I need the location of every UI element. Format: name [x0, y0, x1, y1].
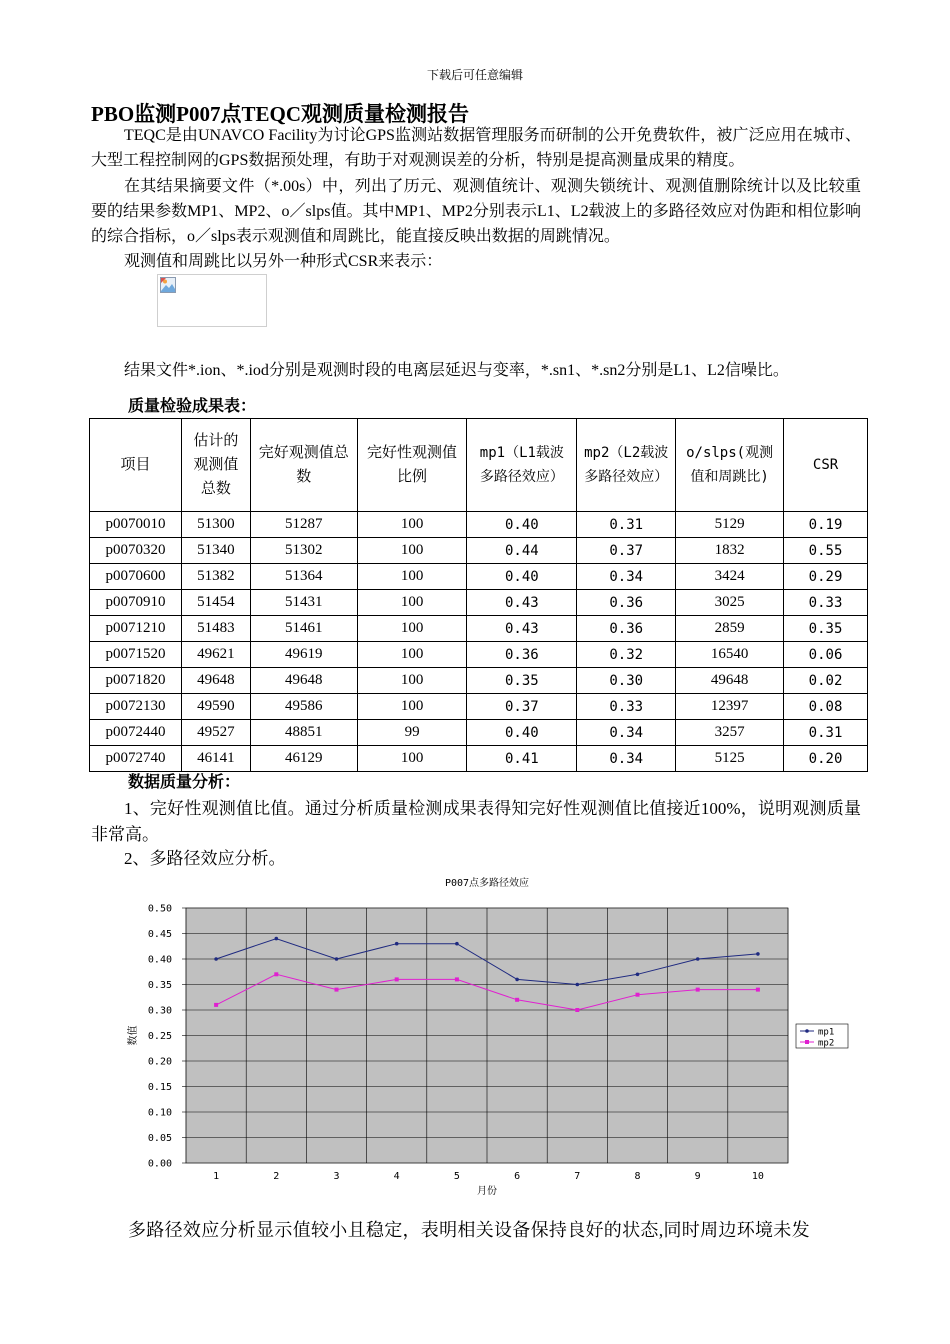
y-axis-label: 数值 [128, 1025, 139, 1046]
x-tick-label: 9 [694, 1171, 701, 1182]
table-cell: 5125 [676, 746, 784, 772]
table-cell: 3424 [676, 564, 784, 590]
table-cell: 0.33 [577, 694, 676, 720]
table-cell: 100 [357, 512, 467, 538]
quality-table [89, 418, 868, 772]
table-header-cell: 完好观测值总数 [250, 419, 357, 512]
table-cell: 51461 [250, 616, 357, 642]
x-tick-label: 10 [751, 1171, 764, 1182]
x-tick-label: 6 [514, 1171, 521, 1182]
table-row [90, 694, 868, 720]
data-point-mp2 [395, 977, 399, 981]
table-header-row [90, 419, 868, 512]
y-tick-label: 0.45 [147, 929, 172, 940]
table-cell: 0.20 [784, 746, 868, 772]
table-row [90, 538, 868, 564]
table-cell: 12397 [676, 694, 784, 720]
data-point-mp2 [214, 1003, 218, 1007]
data-point-mp1 [696, 957, 700, 961]
table-cell: 2859 [676, 616, 784, 642]
table-cell: p0070320 [90, 538, 182, 564]
table-cell: 1832 [676, 538, 784, 564]
data-point-mp2 [575, 1008, 579, 1012]
table-cell: p0070010 [90, 512, 182, 538]
table-cell: 0.41 [467, 746, 577, 772]
table-cell: 49590 [181, 694, 250, 720]
y-tick-label: 0.40 [147, 954, 172, 966]
table-row [90, 642, 868, 668]
table-cell: p0071210 [90, 616, 182, 642]
table-cell: 49648 [250, 668, 357, 694]
table-cell: 0.40 [467, 512, 577, 538]
summary-paragraph: 在其结果摘要文件（*.00s）中，列出了历元、观测值统计、观测失锁统计、观测值删除统计以及比较重要的结果参数MP1、MP2、o／slps值。其中MP1、MP2分别表示L1、L2载波上的多路径效应对伪距和相位影响的综合指标，o／slps表示观测值和周跳比，能直接反映出数据的周跳情况。 [91, 178, 861, 245]
table-cell: 100 [357, 564, 467, 590]
analysis-item-1: 1、完好性观测值比值。通过分析质量检测成果表得知完好性观测值比值接近100%，说明观测质量非常高。 [91, 799, 861, 844]
table-cell: 100 [357, 642, 467, 668]
table-row [90, 512, 868, 538]
table-cell: 0.40 [467, 564, 577, 590]
table-cell: 100 [357, 746, 467, 772]
table-cell: 49621 [181, 642, 250, 668]
data-point-mp1 [214, 957, 218, 961]
table-cell: 0.43 [467, 590, 577, 616]
table-row [90, 590, 868, 616]
table-cell: 48851 [250, 720, 357, 746]
table-cell: 49648 [676, 668, 784, 694]
data-point-mp2 [636, 993, 640, 997]
table-cell: 0.34 [577, 746, 676, 772]
table-cell: 0.32 [577, 642, 676, 668]
data-point-mp2 [274, 972, 278, 976]
multipath-chart [110, 872, 870, 1202]
data-point-mp1 [756, 952, 760, 956]
table-cell: p0072440 [90, 720, 182, 746]
x-tick-label: 7 [574, 1171, 581, 1182]
page-header: 下载后可任意编辑 [426, 68, 523, 82]
table-cell: 0.30 [577, 668, 676, 694]
table-cell: 51483 [181, 616, 250, 642]
data-point-mp2 [455, 977, 459, 981]
y-tick-label: 0.25 [147, 1031, 172, 1042]
table-cell: 0.19 [784, 512, 868, 538]
data-point-mp2 [515, 998, 519, 1002]
table-row [90, 564, 868, 590]
table-cell: 51454 [181, 590, 250, 616]
x-tick-label: 1 [213, 1171, 220, 1182]
table-cell: 51382 [181, 564, 250, 590]
y-tick-label: 0.50 [147, 903, 172, 915]
table-cell: 0.44 [467, 538, 577, 564]
table-row [90, 616, 868, 642]
x-tick-label: 2 [273, 1171, 280, 1182]
table-title: 质量检验成果表： [128, 398, 257, 415]
table-row [90, 720, 868, 746]
table-cell: 100 [357, 616, 467, 642]
table-header-cell: 项目 [90, 419, 182, 512]
legend-marker [805, 1040, 809, 1044]
table-cell: 0.37 [467, 694, 577, 720]
table-cell: 3025 [676, 590, 784, 616]
data-point-mp2 [696, 988, 700, 992]
table-cell: 0.31 [577, 512, 676, 538]
y-tick-label: 0.20 [147, 1056, 172, 1068]
x-axis-label: 月份 [477, 1186, 497, 1197]
table-header-cell: o/slps(观测值和周跳比) [676, 419, 784, 512]
table-cell: p0071820 [90, 668, 182, 694]
table-row [90, 746, 868, 772]
broken-image-icon [160, 277, 176, 293]
table-cell: 0.40 [467, 720, 577, 746]
table-row [90, 668, 868, 694]
table-cell: p0071520 [90, 642, 182, 668]
x-tick-label: 3 [333, 1171, 340, 1182]
table-cell: 51300 [181, 512, 250, 538]
table-cell: p0070910 [90, 590, 182, 616]
table-cell: 16540 [676, 642, 784, 668]
table-cell: 49527 [181, 720, 250, 746]
y-tick-label: 0.15 [147, 1082, 172, 1093]
table-header-cell: 完好性观测值比例 [357, 419, 467, 512]
analysis-item-2: 2、多路径效应分析。 [124, 849, 286, 868]
data-point-mp1 [636, 973, 640, 977]
table-cell: 100 [357, 538, 467, 564]
y-tick-label: 0.30 [147, 1005, 172, 1017]
data-point-mp1 [395, 942, 399, 946]
table-cell: 51364 [250, 564, 357, 590]
table-cell: 51302 [250, 538, 357, 564]
y-tick-label: 0.00 [147, 1158, 172, 1170]
result-files-paragraph: 结果文件*.ion、*.iod分别是观测时段的电离层延迟与变率，*.sn1、*.sn2分别是L1、L2信噪比。 [124, 362, 789, 379]
intro-paragraph: TEQC是由UNAVCO Facility为讨论GPS监测站数据管理服务而研制的公开免费软件，被广泛应用在城市、大型工程控制网的GPS数据预处理，有助于对观测误差的分析，特别是提高测量成果的精度。 [91, 127, 861, 169]
data-point-mp2 [335, 988, 339, 992]
table-cell: 99 [357, 720, 467, 746]
table-cell: 0.02 [784, 668, 868, 694]
table-cell: 0.36 [467, 642, 577, 668]
table-header-cell: CSR [784, 419, 868, 512]
table-cell: 0.31 [784, 720, 868, 746]
table-cell: 49619 [250, 642, 357, 668]
table-header-cell: mp1（L1载波多路径效应） [467, 419, 577, 512]
x-tick-label: 8 [634, 1171, 641, 1182]
table-cell: 100 [357, 590, 467, 616]
table-cell: 51340 [181, 538, 250, 564]
data-point-mp1 [576, 983, 580, 987]
legend-marker [805, 1029, 809, 1033]
table-cell: 49586 [250, 694, 357, 720]
data-point-mp2 [756, 988, 760, 992]
table-cell: 0.08 [784, 694, 868, 720]
table-cell: 46129 [250, 746, 357, 772]
y-tick-label: 0.10 [147, 1107, 172, 1119]
table-cell: 49648 [181, 668, 250, 694]
table-cell: 46141 [181, 746, 250, 772]
csr-paragraph: 观测值和周跳比以另外一种形式CSR来表示： [124, 253, 443, 270]
table-cell: 0.43 [467, 616, 577, 642]
table-cell: 100 [357, 668, 467, 694]
table-cell: 0.29 [784, 564, 868, 590]
table-cell: 5129 [676, 512, 784, 538]
x-tick-label: 5 [453, 1171, 460, 1182]
legend-label: mp2 [818, 1038, 835, 1049]
table-cell: 0.06 [784, 642, 868, 668]
table-cell: 0.36 [577, 616, 676, 642]
analysis-title: 数据质量分析： [128, 774, 241, 791]
table-cell: 51287 [250, 512, 357, 538]
data-point-mp1 [455, 942, 459, 946]
table-cell: p0072130 [90, 694, 182, 720]
report-title: PBO监测P007点TEQC观测质量检测报告 [91, 102, 470, 126]
chart-title: P007点多路径效应 [444, 878, 530, 889]
table-cell: 0.34 [577, 720, 676, 746]
data-point-mp1 [515, 978, 519, 982]
legend-label: mp1 [818, 1027, 835, 1038]
table-cell: 0.55 [784, 538, 868, 564]
table-cell: 0.33 [784, 590, 868, 616]
y-tick-label: 0.05 [147, 1133, 172, 1144]
formula-image-placeholder [157, 274, 267, 327]
table-header-cell: 估计的观测值总数 [181, 419, 250, 512]
table-cell: 100 [357, 694, 467, 720]
table-header-cell: mp2（L2载波多路径效应） [577, 419, 676, 512]
table-cell: 3257 [676, 720, 784, 746]
table-cell: p0072740 [90, 746, 182, 772]
table-cell: 0.35 [467, 668, 577, 694]
x-tick-label: 4 [393, 1171, 400, 1182]
analysis-item-3: 多路径效应分析显示值较小且稳定，表明相关设备保持良好的状态,同时周边环境未发 [128, 1220, 810, 1240]
table-cell: 0.37 [577, 538, 676, 564]
table-cell: 0.35 [784, 616, 868, 642]
data-point-mp1 [275, 937, 279, 941]
y-tick-label: 0.35 [147, 980, 172, 991]
table-cell: 0.34 [577, 564, 676, 590]
table-cell: 0.36 [577, 590, 676, 616]
table-cell: 51431 [250, 590, 357, 616]
table-cell: p0070600 [90, 564, 182, 590]
data-point-mp1 [335, 957, 339, 961]
